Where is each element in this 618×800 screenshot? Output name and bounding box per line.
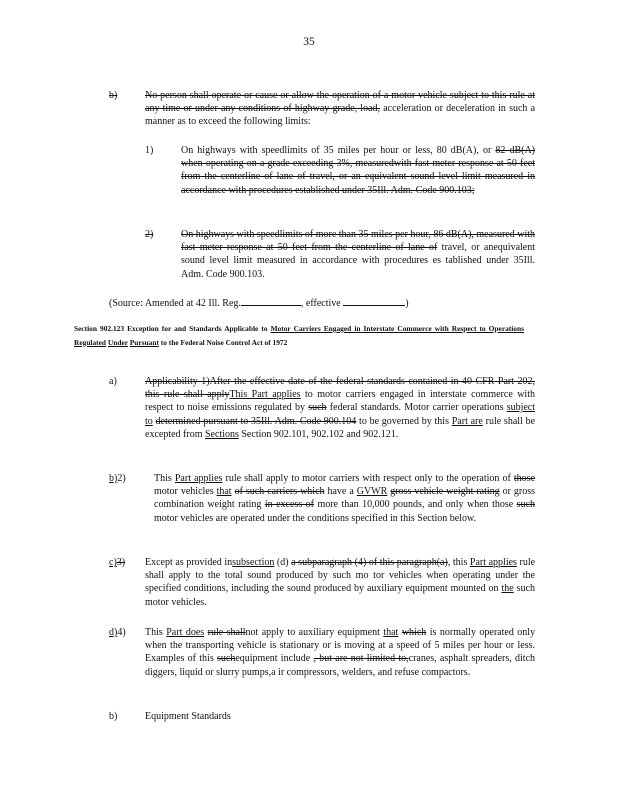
para-d-struck-4: , but are not limited to, [313, 653, 409, 665]
heading-start: Section 902.123 Exception for and Standards Applicable to [74, 324, 268, 333]
para-a-text [145, 375, 535, 441]
para-d-text [145, 626, 535, 679]
page-number: 35 [303, 36, 315, 48]
para-d-struck-3: such [216, 653, 236, 665]
para-b2-inserted-2: that [216, 486, 232, 498]
para-b2-inserted-3: GVWR [356, 486, 388, 498]
para-d-struck-1: rule shall [207, 627, 246, 638]
para-b2-struck-1: those [513, 473, 536, 484]
para-c-label-new: c) [109, 557, 117, 568]
para-d-plain-5: cranes, asphalt spreaders, ditch diggers, liquid or slurry pumps,a ir compressors, welders, and refuse compactors. [145, 653, 536, 678]
para-c-plain-4: rule shall apply to the total sound produced by such mo tor vehicles when operating under the specified conditions, including the sound produced by auxiliary equipment mounted on [145, 557, 536, 595]
para-b2-text [154, 472, 535, 525]
para-a-plain-4: rule shall be excepted from [145, 415, 536, 440]
heading-inserted-2: Under [107, 337, 128, 347]
para-c-plain-3: , this [447, 557, 468, 568]
para-b2-struck-5: such [516, 499, 536, 511]
para-a-inserted-1: This Part applies [229, 389, 301, 401]
heading-end: to the Federal Noise Control Act of 1972 [160, 337, 288, 347]
para-b2-label-old: 2) [117, 473, 126, 484]
para-b-label: b) [109, 90, 118, 101]
para-c-inserted-1: subsection [232, 557, 275, 568]
para-d-struck-2: which [401, 627, 427, 638]
heading-inserted-3: Pursuant [129, 337, 159, 347]
para-a-inserted-3: Part are [451, 415, 483, 427]
item1-label: 1) [145, 145, 154, 156]
reg-blank [241, 295, 301, 306]
para-a-plain-3: to be governed by this [359, 415, 449, 427]
para-b2-plain-2: rule shall apply to motor carriers with respect only to the operation of [225, 473, 511, 484]
para-b2-plain-6: more than 10,000 pounds, and only when those [317, 499, 514, 511]
para-a-struck-2: such [308, 402, 327, 414]
para-b2-struck-3: gross vehicle weight rating [390, 486, 500, 498]
effective-blank [343, 295, 405, 306]
section-heading [74, 322, 524, 349]
para-c-label [109, 556, 125, 569]
para-c-struck-1: a subparagraph (4) of this paragraph(a) [291, 557, 448, 568]
item2-struck: On highways with speedlimits of more than 35 miles per hour, 86 dB(A), measured with fast meter response at 50 feet from the centerline of lane of [181, 229, 535, 254]
item1-text [181, 144, 535, 197]
source-close: ) [405, 298, 409, 309]
heading-inserted-1: Motor Carriers Engaged in Interstate Commerce with Respect to Operations Regulated [74, 324, 524, 347]
para-a-plain-5: Section 902.101, 902.102 and 902.121. [241, 428, 399, 440]
para-b3-label: b) [109, 711, 118, 722]
para-a-plain-1: to motor carriers engaged in interstate commerce with respect to noise emissions regulated by [145, 389, 535, 414]
para-b2-struck-4: in excess of [264, 499, 314, 511]
para-b-text [145, 89, 535, 129]
para-b2-plain-3: motor vehicles [154, 486, 214, 498]
para-d-plain-3: is normally operated only when the transporting vehicle is stationary or is moving at a speed of 5 miles per hour or less. Examples of this [145, 627, 536, 665]
para-b-struck: No person shall operate or cause or allow the operation of a motor vehicle subject to this rule at any time or under any conditions of highway grade, load, [145, 90, 535, 115]
para-c-label-old: 3) [116, 557, 126, 568]
para-c-text [145, 556, 535, 609]
para-b-plain: acceleration or deceleration in such a manner as to exceed the following limits: [145, 103, 536, 128]
para-c-plain-1: Except as provided in [145, 557, 233, 568]
source-prefix: (Source: Amended at 42 Ill. Reg. [109, 298, 241, 309]
para-a-plain-2: federal standards. Motor carrier operations [329, 402, 504, 414]
para-a-struck-1: Applicability 1)After the effective date of the federal standards contained in 40 CFR Part 202, this rule shall apply [145, 376, 535, 401]
para-b3-text: Equipment Standards [145, 711, 231, 722]
para-d-label-old: 4) [117, 627, 126, 638]
para-a-inserted-4: Sections [204, 428, 239, 440]
para-d-inserted-2: that [383, 627, 399, 638]
para-c-inserted-3: the [501, 583, 514, 595]
item2-label: 2) [145, 229, 154, 240]
para-d-inserted-1: Part does [166, 627, 205, 638]
para-d-plain-4: equipment include [235, 653, 311, 665]
source-note [109, 295, 539, 310]
para-b2-plain-1: This [154, 473, 172, 484]
para-b2-plain-4: have a [327, 486, 354, 498]
item1-plain: On highways with speedlimits of 35 miles per hour or less, 80 dB(A), or [181, 145, 492, 156]
para-d-plain-1: This [145, 627, 163, 638]
source-effective: , effective [300, 298, 341, 309]
para-c-plain-5: such motor vehicles. [145, 583, 536, 608]
item1-struck: 82 dB(A) when operating on a grade exceeding 3%, measuredwith fast meter response at 50 feet from the centerline of lane of travel, or an equivalent sound level limit measured in accordance with procedures established under 35Ill. Adm. Code 900.103; [181, 145, 536, 196]
para-b2-inserted-1: Part applies [174, 473, 223, 484]
para-b2-plain-7: motor vehicles are operated under the conditions specified in this Section below. [154, 512, 477, 524]
para-b2-label [109, 472, 126, 485]
item2-text [181, 228, 535, 281]
para-c-plain-2: (d) [276, 557, 289, 568]
para-a-struck-3: determined pursuant to 35Ill. Adm. Code 900.104 [155, 415, 357, 427]
para-b2-label-new: b) [109, 473, 118, 484]
para-a-label: a) [109, 376, 117, 387]
para-a-inserted-2: subject to [145, 402, 536, 427]
para-c-inserted-2: Part applies [469, 557, 517, 568]
para-d-label-new: d) [109, 627, 118, 638]
para-d-label [109, 626, 126, 639]
para-d-plain-2: not apply to auxiliary equipment [245, 627, 380, 638]
para-b2-struck-2: of such carriers which [234, 486, 325, 498]
para-b2-plain-5: or gross combination weight rating [154, 486, 536, 511]
item2-plain: travel, or anequivalent sound level limit measured in accordance with procedures es tablished under 35Ill. Adm. Code 900.103. [181, 242, 535, 280]
